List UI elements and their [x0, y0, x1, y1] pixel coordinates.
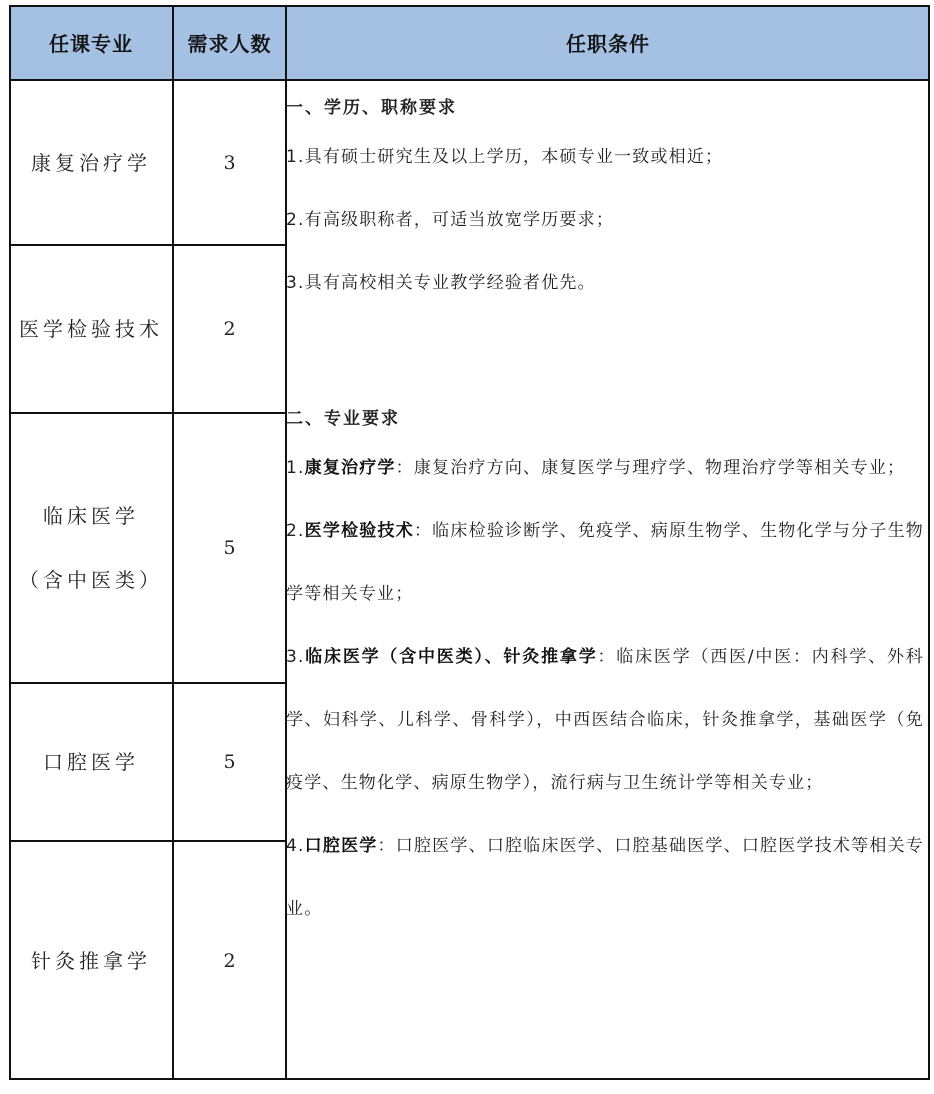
- section2-item: [286, 815, 924, 941]
- item-major: 康复治疗学: [304, 458, 396, 478]
- row-count: 2: [223, 318, 236, 340]
- border-row: [9, 244, 286, 246]
- item-text: ：口腔医学、口腔临床医学、口腔基础医学、口腔医学技术等相关专业。: [286, 836, 924, 919]
- item-prefix: 2.: [286, 521, 305, 541]
- item-text: ：临床检验诊断学、免疫学、病原生物学、生物化学与分子生物学等相关专业；: [286, 521, 924, 604]
- border-header-bottom: [9, 79, 930, 81]
- section2-item: [286, 500, 924, 626]
- border-top: [9, 5, 930, 7]
- item-major: 医学检验技术: [304, 521, 414, 541]
- border-left: [9, 5, 11, 1080]
- row-course: [9, 413, 173, 683]
- border-row: [9, 412, 286, 414]
- row-course: 康复治疗学: [31, 150, 151, 175]
- item-prefix: 1.: [286, 458, 305, 478]
- item-text: ：临床医学（西医/中医：内科学、外科学、妇科学、儿科学、骨科学），中西医结合临床，针灸推拿学，基础医学（免疫学、生物化学、病原生物学），流行病与卫生统计学等相关专业；: [286, 647, 924, 793]
- row-course-line1: 临床医学: [43, 504, 139, 528]
- section2-title: 二、专业要求: [286, 409, 400, 429]
- item-prefix: 3.: [286, 647, 305, 667]
- item-text: ：康复治疗方向、康复医学与理疗学、物理治疗学等相关专业；: [395, 458, 906, 478]
- row-count: 3: [223, 151, 236, 174]
- conditions-cell: [286, 90, 924, 941]
- row-count: 5: [223, 537, 236, 559]
- row-count: 2: [223, 949, 236, 972]
- section2-item: [286, 437, 924, 500]
- section2-item: [286, 626, 924, 815]
- row-course: 针灸推拿学: [31, 948, 151, 973]
- border-row: [9, 840, 286, 842]
- section1-title: 一、学历、职称要求: [286, 98, 457, 118]
- border-right: [928, 5, 930, 1080]
- item-prefix: 4.: [286, 836, 305, 856]
- row-count: 5: [223, 751, 236, 773]
- border-row: [9, 682, 286, 684]
- border-bottom: [9, 1078, 930, 1080]
- header-count: 需求人数: [173, 5, 286, 80]
- row-course-line2: （含中医类）: [19, 568, 163, 592]
- section1-item: 1.具有硕士研究生及以上学历，本硕专业一致或相近；: [286, 147, 724, 167]
- item-major: 临床医学（含中医类）、针灸推拿学: [304, 647, 598, 667]
- row-course: 口腔医学: [43, 750, 139, 774]
- row-course: 医学检验技术: [19, 317, 163, 341]
- section1-item: 2.有高级职称者，可适当放宽学历要求；: [286, 210, 615, 230]
- item-major: 口腔医学: [304, 836, 378, 856]
- header-course: 任课专业: [9, 5, 173, 80]
- header-conditions: 任职条件: [286, 5, 930, 80]
- section1-item: 3.具有高校相关专业教学经验者优先。: [286, 273, 596, 293]
- border-col1: [172, 5, 174, 1080]
